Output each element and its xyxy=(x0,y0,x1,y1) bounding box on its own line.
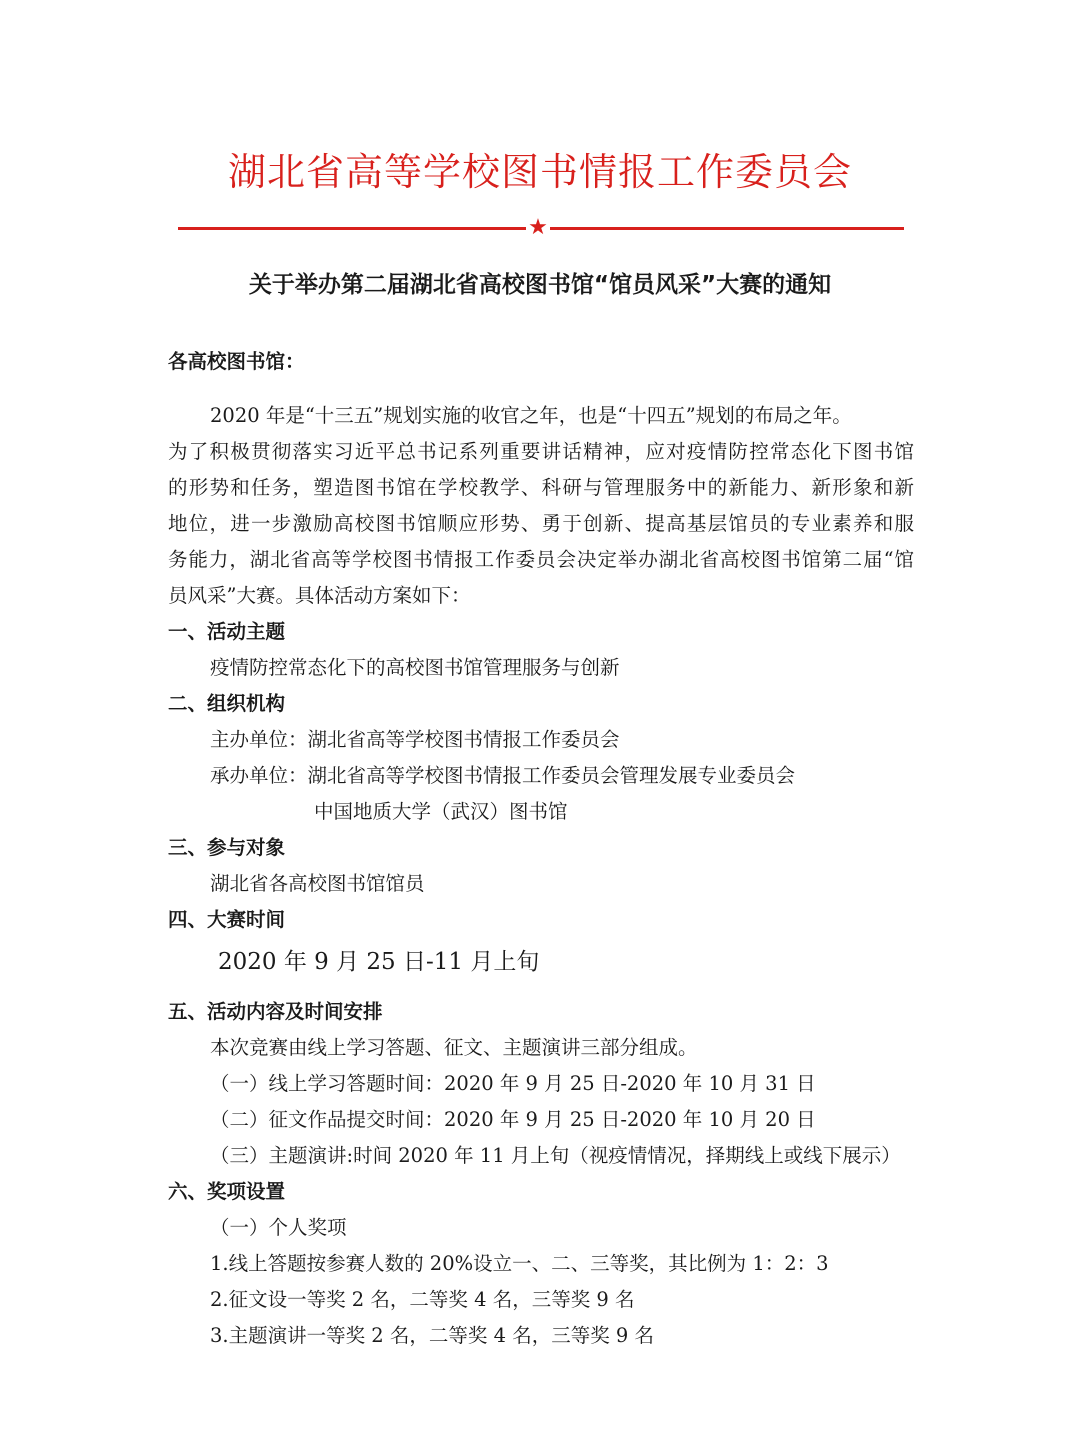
schedule-item-1: （一）线上学习答题时间：2020 年 9 月 25 日-2020 年 10 月 31 日 xyxy=(210,1072,816,1095)
intro-line-1: 2020 年是“十三五”规划实施的收官之年，也是“十四五”规划的布局之年。 xyxy=(210,404,852,427)
masthead-organization: 湖北省高等学校图书情报工作委员会 xyxy=(227,150,852,194)
salutation: 各高校图书馆： xyxy=(168,350,305,373)
section-1-text: 疫情防控常态化下的高校图书馆管理服务与创新 xyxy=(210,656,620,679)
intro-line-2: 为了积极贯彻落实习近平总书记系列重要讲话精神，应对疫情防控常态化下图书馆 xyxy=(168,440,914,463)
section-heading-1: 一、活动主题 xyxy=(168,620,286,643)
award-item-2: 2.征文设一等奖 2 名，二等奖 4 名，三等奖 9 名 xyxy=(210,1288,635,1311)
award-item-1: 1.线上答题按参赛人数的 20%设立一、二、三等奖，其比例为 1：2：3 xyxy=(210,1252,829,1275)
host-unit: 主办单位：湖北省高等学校图书情报工作委员会 xyxy=(210,728,620,751)
section-5-text: 本次竞赛由线上学习答题、征文、主题演讲三部分组成。 xyxy=(210,1036,698,1059)
organizer-unit-2: 中国地质大学（武汉）图书馆 xyxy=(314,800,568,823)
schedule-item-2: （二）征文作品提交时间：2020 年 9 月 25 日-2020 年 10 月 20 日 xyxy=(210,1108,816,1131)
award-subheading: （一）个人奖项 xyxy=(210,1216,347,1239)
contest-period: 2020 年 9 月 25 日-11 月上旬 xyxy=(218,949,540,975)
red-divider xyxy=(178,215,904,240)
divider-line-right xyxy=(550,227,904,230)
section-heading-2: 二、组织机构 xyxy=(168,692,286,715)
award-item-3: 3.主题演讲一等奖 2 名，二等奖 4 名，三等奖 9 名 xyxy=(210,1324,655,1347)
star-icon: ★ xyxy=(528,215,548,240)
section-heading-4: 四、大赛时间 xyxy=(168,908,286,931)
section-heading-6: 六、奖项设置 xyxy=(168,1180,286,1203)
organizer-unit: 承办单位：湖北省高等学校图书情报工作委员会管理发展专业委员会 xyxy=(210,764,796,787)
section-heading-3: 三、参与对象 xyxy=(168,836,286,859)
divider-line-left xyxy=(178,227,526,230)
section-heading-5: 五、活动内容及时间安排 xyxy=(168,1000,383,1023)
intro-line-6: 员风采”大赛。具体活动方案如下： xyxy=(168,584,471,607)
intro-line-5: 务能力，湖北省高等学校图书情报工作委员会决定举办湖北省高校图书馆第二届“馆 xyxy=(168,548,914,571)
section-3-text: 湖北省各高校图书馆馆员 xyxy=(210,872,425,895)
intro-line-4: 地位，进一步激励高校图书馆顺应形势、勇于创新、提高基层馆员的专业素养和服 xyxy=(168,512,914,535)
intro-line-3: 的形势和任务，塑造图书馆在学校教学、科研与管理服务中的新能力、新形象和新 xyxy=(168,476,914,499)
schedule-item-3: （三）主题演讲:时间 2020 年 11 月上旬（视疫情情况，择期线上或线下展示） xyxy=(210,1144,901,1167)
document-title: 关于举办第二届湖北省高校图书馆“馆员风采”大赛的通知 xyxy=(248,272,832,298)
